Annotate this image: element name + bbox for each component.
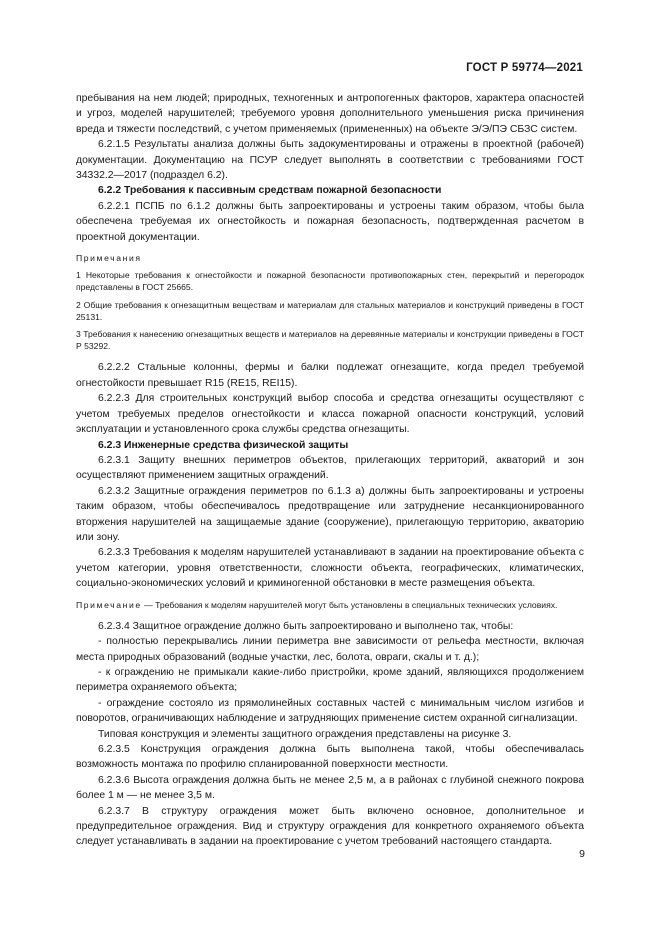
note-label: Примечание [76,599,142,610]
paragraph: 6.2.3.6 Высота ограждения должна быть не менее 2,5 м, а в районах с глубиной снежного покрова более 1 м — не менее 3,5 м. [76,774,584,802]
paragraph: 6.2.3.3 Требования к моделям нарушителей устанавливают в задании на проектирование объекта с учетом категории, уровня ответственности, сложности объекта, географических, климатических, социально-экономических условий и криминогенной обстановки в месте размещения объекта. [76,547,584,590]
list-item: - полностью перекрывались линии периметра вне зависимости от рельефа местности, включая места природных образований (водные участки, лес, болота, овраги, скалы и т. д.); [76,636,584,663]
page-number: 9 [579,848,585,860]
document-body [76,91,584,850]
paragraph: 6.2.1.5 Результаты анализа должны быть задокументированы и отражены в проектной (рабочей) документации. Документацию на ПСУР следует выполнять в соответствии с требованиями ГОСТ 34332.2—2017 (подраздел 6.2). [76,139,584,182]
document-header: ГОСТ Р 59774—2021 [466,62,583,74]
notes-title: Примечания [76,253,142,264]
paragraph: 6.2.3.5 Конструкция ограждения должна быть выполнена такой, чтобы обеспечивалась возможность монтажа по профилю спланированной поверхности местности. [76,744,584,771]
section-heading: 6.2.2 Требования к пассивным средствам пожарной безопасности [98,185,442,197]
paragraph: 6.2.3.1 Защиту внешних периметров объектов, прилегающих территорий, акваторий и зон осуществляют применением защитных ограждений. [76,454,584,482]
paragraph: 6.2.3.7 В структуру ограждения может быть включено основное, дополнительное и предупредительное ограждения. Вид и структуру ограждения для конкретного охраняемого объекта следует устанавливать в задании на проектирование с учетом требований настоящего стандарта. [76,805,584,848]
paragraph: 6.2.3.2 Защитные ограждения периметров по 6.1.3 а) должны быть запроектированы и устроены таким образом, чтобы обеспечивалось предотвращение или затруднение несанкционированного вторжения нарушителей на защищаемые здание (сооружение), прилегающую территорию, акваторию или зону. [76,485,584,543]
paragraph: 6.2.3.4 Защитное ограждение должно быть запроектировано и выполнено так, чтобы: [98,620,514,632]
list-item: - ограждение состояло из прямолинейных составных частей с минимальным числом изгибов и поворотов, ограничивающих наблюдение и затрудняющих применение систем охранной сигнализации. [76,697,584,725]
paragraph: пребывания на нем людей; природных, техногенных и антропогенных факторов, характера опасностей и угроз, моделей нарушителей; требуемого уровня дополнительного уменьшения риска причинения вреда и тяжести последствий, с учетом применяемых (примененных) на объекте Э/Э/ПЭ СБЗС систем. [76,93,584,135]
note-item [76,599,584,611]
paragraph: 6.2.2.1 ПСПБ по 6.1.2 должны быть запроектированы и устроены таким образом, чтобы была обеспечена требуемая их огнестойкость и пожарная безопасность, подтвержденная расчетом в проектной документации. [76,200,584,243]
paragraph: 6.2.2.3 Для строительных конструкций выбор способа и средства огнезащиты осуществляют с учетом требуемых пределов огнестойкости и класса пожарной опасности конструкций, условий эксплуатации и установленного срока службы средства огнезащиты. [76,393,584,436]
note-item: 1 Некоторые требования к огнестойкости и пожарной безопасности противопожарных стен, перекрытий и перегородок представлены в ГОСТ 25665. [76,270,584,293]
note-item: 3 Требования к нанесению огнезащитных веществ и материалов на деревянные материалы и конструкции приведены в ГОСТ Р 53292. [76,329,584,352]
paragraph: Типовая конструкция и элементы защитного ограждения представлены на рисунке 3. [98,728,512,740]
list-item: - к ограждению не примыкали какие-либо пристройки, кроме зданий, являющихся продолжением периметра охраняемого объекта; [76,667,584,694]
note-item: 2 Общие требования к огнезащитным веществам и материалам для стальных материалов и конструкций приведены в ГОСТ 25131. [76,299,584,322]
section-heading: 6.2.3 Инженерные средства физической защиты [98,439,349,451]
note-block [76,599,584,611]
notes-block [76,252,584,352]
note-text: — Требования к моделям нарушителей могут быть установлены в специальных технических условиях. [141,599,558,610]
paragraph: 6.2.2.2 Стальные колонны, фермы и балки подлежат огнезащите, когда предел требуемой огнестойкости превышает R15 (RE15, REI15). [76,362,584,389]
